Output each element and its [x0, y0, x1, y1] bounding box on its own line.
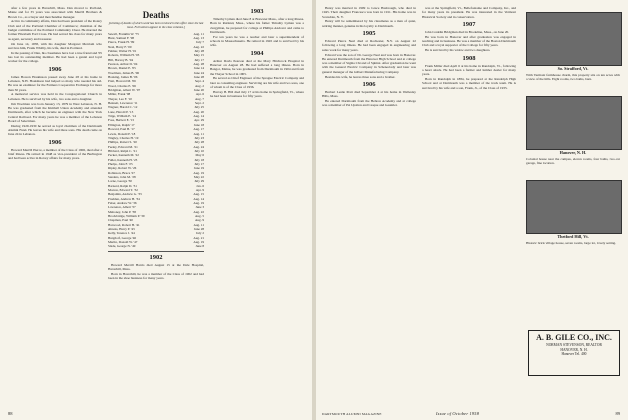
death-name: Hibbard, Ralph C. '21	[108, 148, 137, 153]
death-name: Wagner, Harold C. '12	[108, 105, 138, 110]
death-date: June 14	[193, 66, 204, 71]
death-date: July 25	[194, 105, 204, 110]
death-date: Aug. 19	[193, 201, 204, 205]
paragraph: John Conklin Bridgman died in Brookline, Mass., on June 20.	[425, 29, 510, 34]
death-name: Ahrens, Harry P. '43	[108, 227, 135, 232]
death-name: Phelps, John F. '25	[108, 161, 133, 166]
class-year-heading: 1907	[462, 20, 476, 28]
death-name: Lawrence, Albert '37	[108, 205, 136, 210]
death-name: Pearson, Arthur D. '04	[108, 62, 138, 66]
death-name: Slade, George N. '49	[108, 244, 136, 249]
death-date: Aug. 14	[193, 196, 204, 201]
death-name: Thayer, Leo F. '10	[108, 96, 132, 101]
death-date: Aug. 20	[193, 109, 204, 114]
death-name: Pratt, Howard M. '06	[108, 79, 136, 84]
death-date: Aug. 21	[193, 235, 204, 240]
death-date: Aug. 28	[193, 62, 204, 66]
deaths-title: Deaths	[142, 10, 170, 20]
paragraph: was at the Springfield, Vt., Bellefontaine and Company, Inc., and for many years its president. He was interested in the Vermont Historical Society and in conservation.	[422, 6, 516, 19]
death-date: May 6	[195, 153, 204, 158]
paragraph: Active in community affairs, Dan had been president of the Rotary Club and of the Portland Chamber of Commerce; chairman of the budget committee of the Portland Community Chest. He married the former Elizabeth Earl Cross. He had served his class for many years as agent, secretary and treasurer.	[8, 19, 102, 41]
paragraph: James Bowen Hoskinson passed away June 28 at his home in Lebanon, N.H. Hoskinson had helped so many who needed his aid. He was an examiner for the Farmers Cooperative Exchange for more than 30 years.	[8, 74, 102, 92]
death-date: July 17	[194, 161, 204, 166]
paragraph: Edward was the son of Dr. George Neal and was born in Hanover. He entered Dartmouth from the Hanover High School and at college was a member of Sigma Chi and of Sphinx. After graduation he went with the General Electric Company in Schenectady and later was general manager of the Gilbert Manufacturing Company.	[322, 52, 416, 74]
death-date: Aug. 11	[193, 222, 204, 227]
death-name: Roberts, William H. '03	[108, 53, 140, 58]
death-name: Brown, Daniel E. '05	[108, 66, 136, 71]
death-date: Aug. 11	[193, 131, 204, 136]
death-date: May 15	[193, 53, 204, 58]
death-name: Faber, Andrew W. '36	[108, 201, 137, 205]
death-name: Howard, Paul B. '17	[108, 127, 135, 132]
left-column-1	[8, 6, 102, 161]
death-date: Sept. 2	[194, 101, 204, 106]
paragraph: For ten years he was a teacher and later a superintendent of schools in Massachusetts. He retired in 1945 and is survived by his wife.	[210, 34, 304, 48]
death-date: July 29	[194, 179, 204, 184]
paragraph: Timothy Lyman died June 8 at Brewster Mass., after a long illness. Born in Rutland, Mass., where his father Timothy Lyman was a clergyman, he prepared for college at Phillips Andover and came to Dartmouth.	[210, 17, 304, 34]
death-name: Burgdorf, George '46	[108, 235, 137, 240]
death-name: Sewall, Franklin W. '75	[108, 31, 139, 36]
death-date: July 28	[194, 140, 204, 145]
paragraph: On June 14, 1958, with his daughter Margaret Merriam who survives him, Frank Whitby, his wife, died in Portland.	[8, 41, 102, 50]
death-date: May 22	[193, 174, 204, 179]
paragraph: Howard Merrill Pierce, a member of the Class of 1906, died after a brief illness. He retired in 1948 as vice-president of the Burlington and had been active in Rotary affairs for many years.	[8, 147, 102, 161]
death-name: Tripp, William E. '14	[108, 114, 136, 119]
photo-caption: So. Strafford, Vt.	[557, 66, 589, 71]
death-name: Miller, Frank '08	[108, 92, 131, 97]
death-name: Woolman, James B. '06	[108, 70, 140, 75]
death-date: Aug. 11	[193, 31, 204, 36]
class-year-heading: 1906	[48, 65, 62, 73]
death-name: Martin, Donald W. '47	[108, 240, 138, 245]
listing-text: Colonial house near the campus, eleven rooms, four baths, two-car garage, fine location.	[526, 157, 620, 166]
death-name: Lorne, George '30	[108, 179, 132, 184]
death-date: Aug. 24	[193, 144, 204, 149]
death-date: Jan. 6	[196, 183, 204, 188]
photo-caption: Hanover, N. H.	[559, 150, 587, 155]
ad-company-name: A. B. GILE CO., INC.	[536, 333, 612, 342]
right-page	[316, 0, 628, 420]
realtor-advertisement	[528, 330, 620, 376]
death-name: Lewis, Donald P. '18	[108, 131, 136, 136]
paragraph: Henry was married in 1909 to Grace Hasbrough, who died in 1945. Their daughter Francesca was born in 1911. His home was in Scarsdale, N. Y.	[322, 6, 416, 19]
house-photo	[526, 12, 622, 66]
death-date: June 28	[193, 227, 204, 232]
death-name: Chapman, Paul '40	[108, 218, 133, 223]
death-date: July 7	[196, 40, 204, 45]
death-name: Harwood, Robert H. '41	[108, 222, 140, 227]
death-name: Barnard, Ralph D. '31	[108, 183, 137, 188]
paragraph: He is survived by his widow and two daughters.	[425, 48, 491, 53]
death-name: Wood, Charles E. '06	[108, 83, 136, 88]
death-date: Aug. 22	[193, 44, 204, 49]
paragraph: Henry will be remembered by his classmates as a man of quiet, retiring manner, genuine in his loyalty to Dartmouth.	[322, 19, 416, 28]
death-date: Apr. 6	[195, 92, 204, 97]
paragraph: He entered Dartmouth from the Hebron Academy and at college was a member of Psi Upsilon and Casque and Gauntlet.	[322, 99, 416, 108]
page-number: 89	[615, 411, 620, 416]
death-date: Aug. 2	[195, 83, 204, 88]
paragraph: A memorial service was held in the Congregational Church in Lebanon. He is survived by his wife, two sons and a daughter.	[8, 92, 102, 101]
death-name: Bridgman, Albert W. '07	[108, 88, 141, 93]
death-date: June 28	[193, 75, 204, 80]
class-year-heading: 1908	[462, 54, 476, 62]
listing-text: With Vermont farmhouse charm, this property sits on ten acres with a view of the hills. Eight rooms, two baths, barn.	[526, 73, 620, 82]
death-date: July 23	[194, 135, 204, 140]
death-name: Hosking, James B. '06	[108, 75, 138, 80]
death-name: Fuller, Kenneth H. '23	[108, 157, 138, 162]
death-date: Aug. 5	[195, 214, 204, 219]
death-name: Prudden, Andrew H. '34	[108, 196, 140, 201]
death-date: Aug. 17	[193, 127, 204, 132]
death-date: Aug. 19	[193, 170, 204, 175]
death-name: Ripley, Robert W. '26	[108, 166, 137, 171]
class-year-heading: 1906	[362, 80, 376, 88]
death-date: June 19	[193, 166, 204, 171]
death-name: Palmer, Walter H. '01	[108, 48, 137, 53]
magazine-footer: DARTMOUTH ALUMNI MAGAZINE	[322, 412, 382, 416]
death-name: Robinson, Bruce '27	[108, 170, 135, 175]
death-name: Feeley, Edward M. '21	[108, 144, 138, 149]
class-year-heading: 1906	[48, 138, 62, 146]
deaths-list	[108, 32, 204, 249]
death-name: Neal, Harry F. '00	[108, 44, 132, 49]
death-name: Tingley, Charles H. '19	[108, 135, 139, 140]
death-name: Bennett, Lawrence '11	[108, 101, 138, 106]
death-date: Aug. 7	[195, 96, 204, 101]
right-column-1	[322, 6, 416, 108]
paragraph: Frank Miller died April 6 at his home in Randolph, Vt., following a heart attack. He had been a farmer and lumber dealer for many years.	[422, 63, 516, 77]
death-date: Sept. 4	[194, 79, 204, 84]
death-name: Hill, Harvey B. '04	[108, 57, 134, 62]
death-name: Phillips, Robert S. '20	[108, 140, 137, 145]
death-date: Apr. 9	[195, 187, 204, 192]
deaths-note: [A listing of deaths of which word has been received in this office since the last issue. Full notices appear in the class columns.]	[108, 21, 204, 29]
death-date: Apr. 29	[194, 118, 204, 123]
house-photo	[526, 96, 622, 150]
death-name: Sanders, John M. '28	[108, 174, 136, 179]
paragraph: He served as Chief Engineer of the Sprague Electric Company and later as consulting engineer. Surviving are his wife and two sons, one of whom is of the Class of 1936.	[210, 76, 304, 90]
death-date: Aug. 22	[193, 209, 204, 214]
ad-line: NORMAN STEVENSON, REALTOR	[546, 343, 602, 347]
death-name: Kelly, Terence J. '44	[108, 231, 135, 236]
death-date: Aug. 13	[193, 35, 204, 40]
death-date: Aug. 14	[193, 114, 204, 119]
class-year-heading: 1905	[362, 30, 376, 38]
paragraph: Born in Haverhill, he was a member of the Class of 1902 and had been in the shoe business for many years.	[108, 271, 204, 281]
ad-line: HANOVER, N. H.	[560, 347, 588, 352]
death-date: Aug. 15	[193, 192, 204, 197]
house-photo	[526, 180, 622, 234]
death-date: July 28	[194, 48, 204, 53]
death-name: Brockbridge, William P. '39	[108, 214, 145, 219]
death-date: Aug. 9	[195, 218, 204, 223]
death-name: Lane, Harold P. '13	[108, 109, 134, 114]
death-date: July 10	[194, 148, 204, 153]
death-name: Benjamin, Andrew G. '33	[108, 192, 142, 197]
death-date: July 18	[194, 157, 204, 162]
death-date: Aug. 19	[193, 240, 204, 245]
death-name: Pierce, Frank H. '99	[108, 40, 135, 45]
deaths-column	[108, 6, 204, 281]
death-date: June 24	[193, 70, 204, 75]
death-entry	[108, 244, 204, 248]
ad-line: Hanover Tel. 400	[561, 352, 587, 357]
paragraph: after a few years in Haverhill, Mass. Dan moved to Portland, Maine and for 35 years was associated with Merrill Brothers & Brown Co., as a buyer and merchandise manager.	[8, 6, 102, 19]
paragraph: Born in Randolph in 1884, he prepared at the Randolph High School and at Dartmouth was a member of the track team. He is survived by his wife and a son, Frank, Jr., of the Class of 1935.	[422, 77, 516, 90]
paragraph: Edward Pierce Neal died at Rochester, N.Y. on August 22 following a long illness. He had been engaged in engineering and sales work for many years.	[322, 39, 416, 52]
paragraph: During 1929-1930 he served as loyal chairman of the Dartmouth Alumni Fund. He leaves his wife and three sons. His death came on June 24 in Lebanon.	[8, 123, 102, 137]
death-name: Pecker, Kenneth M. '22	[108, 153, 139, 158]
page-number: 88	[8, 411, 13, 416]
death-name: Mahoney, John P. '38	[108, 209, 136, 214]
death-date: June 18	[193, 122, 204, 127]
death-date: June 8	[195, 244, 204, 249]
death-name: Morton, Edward T. '32	[108, 187, 138, 192]
death-name: Ellington, Ralph '17	[108, 122, 135, 127]
paragraph: Besides his wife, he leaves three sons and a brother.	[325, 74, 396, 79]
paragraph: Arthur Davis Pearson died at the Mary Hitchcock Hospital in Hanover on August 28. He had suffered a long illness. Born in Bangor, Maine, he was graduated from Dartmouth in 1904 and from the Thayer School in 1905.	[210, 58, 304, 76]
death-name: Hunt, Samuel F. '98	[108, 35, 135, 40]
left-column-3	[210, 6, 304, 99]
divider	[108, 251, 204, 252]
paragraph: Harvey B. Hill died July 17 at his home in Springfield, Vt., where he had been in business for fifty years.	[210, 89, 304, 99]
death-date: June 20	[193, 88, 204, 93]
class-year-heading: 1903	[250, 8, 264, 15]
photo-caption: Thetford Hill, Vt.	[557, 234, 589, 239]
paragraph: Jim Woolman was born January 13, 1879 in West Lebanon, N. H. He was graduated from the Kimball Union Academy and attended Dartmouth, after which he became an engineer with the New York Central Railroad. For many years he was a member of the Lebanon Board of Selectmen.	[8, 101, 102, 123]
right-column-2	[422, 6, 516, 91]
paragraph: In the passing of Dan, his classmates have lost a true friend and '05 has lost its outstanding member. He had been a genial and loyal worker for the college.	[8, 50, 103, 64]
listing-text: Historic brick village house, seven rooms, large lot, lovely setting.	[526, 241, 617, 245]
death-date: July 2	[196, 231, 204, 236]
class-year-heading: 1904	[250, 49, 264, 57]
death-date: July 17	[194, 57, 204, 62]
issue-footer: Issue of October 1958	[436, 411, 480, 416]
paragraph: Herbert Leslie Pratt died September 4 at his home in Wellesley Hills, Mass.	[322, 89, 416, 99]
class-year-heading: 1902	[149, 253, 163, 261]
left-page	[0, 0, 312, 420]
death-date: June 3	[195, 205, 204, 210]
death-name: Foss, Herbert E. '15	[108, 118, 135, 123]
paragraph: Howard Merrill Harris died August 15 at the Dale Hospital, Haverhill, Mass.	[108, 262, 204, 272]
paragraph: He was born in Hanover and after graduation was engaged in teaching and in business. He was a member of the Boston Dartmouth Club and a loyal supporter of the College for fifty years.	[422, 34, 516, 48]
